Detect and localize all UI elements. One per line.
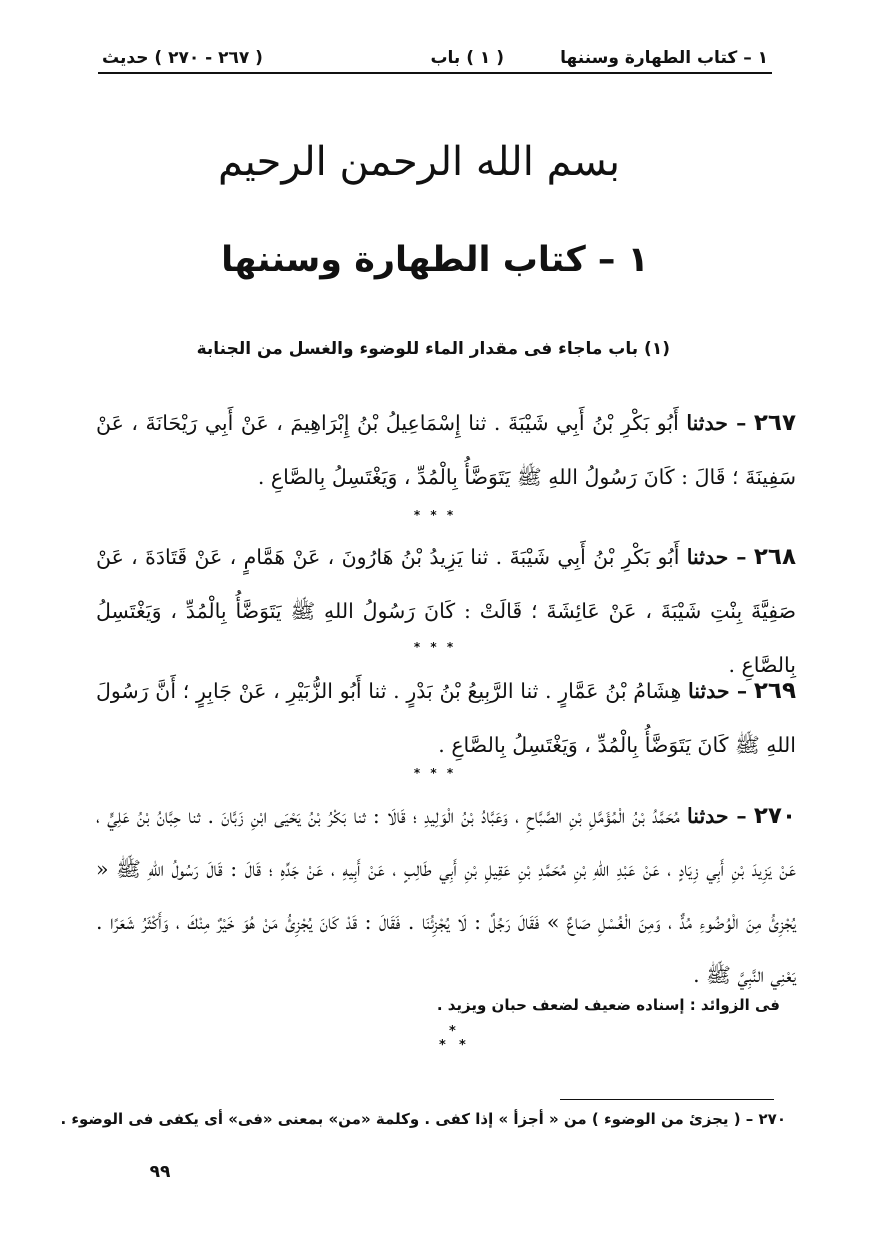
end-star: * [449,1024,456,1039]
end-star: * [439,1038,446,1053]
header-book-title: ١ – كتاب الطهارة وسننها [560,48,768,68]
footnote-rule [560,1099,774,1100]
separator-stars: * * * [413,508,457,522]
basmala-calligraphy: بسم الله الرحمن الرحيم [217,139,620,185]
header-rule [98,72,772,74]
hadith-text: أَبُو بَكْرِ بْنُ أَبِي شَيْبَةَ . ثنا إِسْمَاعِيلُ بْنُ إِبْرَاهِيمَ ، عَنْ أَبِي رَيْحَانَةَ ، عَنْ سَفِينَةَ ؛ قَالَ : كَانَ رَسُولُ اللهِ ﷺ يَتَوَضَّأُ بِالْمُدِّ ، وَيَغْتَسِلُ بِالصَّاعِ . [96,411,796,489]
book-title: ١ – كتاب الطهارة وسننها [221,240,649,280]
hadith-text: مُحَمَّدُ بْنُ الْمُؤَمَّلِ بْنِ الصَّبَّاحِ ، وَعَبَّادُ بْنُ الْوَلِيدِ ؛ قَالَا : ثنا بَكْرُ بْنُ يَحْيَى ابْنِ زَبَّانَ . ثنا حِبَّانُ بْنُ عَلِيٍّ ، عَنْ يَزِيدَ بْنِ أَبِي زِيَادٍ ، عَنْ عَبْدِ اللهِ بْنِ مُحَمَّدِ بْنِ عَقِيلِ بْنِ أَبِي طَالِبٍ ، عَنْ أَبِيهِ ، عَنْ جَدِّهِ ؛ قَالَ : قَالَ رَسُولُ اللهِ ﷺ « يُجْزِئُ مِنَ الْوُضُوءِ مُدٌّ ، وَمِنَ الْغُسْلِ صَاعٌ » فَقَالَ رَجُلٌ : لَا يُجْزِئُنَا . فَقَالَ : قَدْ كَانَ يُجْزِئُ مَنْ هُوَ خَيْرٌ مِنْكَ ، وَأَكْثَرُ شَعَرًا . يَعْنِي النَّبِيَّ ﷺ . [96,804,796,987]
separator-stars: * * * [413,766,457,780]
hadith-opening: – حدثنا [688,679,748,703]
hadith-269 [96,664,796,774]
hadith-text: أَبُو بَكْرِ بْنُ أَبِي شَيْبَةَ . ثنا يَزِيدُ بْنُ هَارُونَ ، عَنْ هَمَّامٍ ، عَنْ قَتَادَةَ ، عَنْ صَفِيَّةَ بِنْتِ شَيْبَةَ ، عَنْ عَائِشَةَ ؛ قَالَتْ : كَانَ رَسُولُ اللهِ ﷺ يَتَوَضَّأُ بِالْمُدِّ ، وَيَغْتَسِلُ بِالصَّاعِ . [96,545,796,677]
hadith-opening: – حدثنا [686,411,747,435]
header-chapter-label: ( ١ ) باب [430,48,504,68]
hadith-number: ٢٦٨ [753,544,796,570]
hadith-opening: – حدثنا [687,804,747,828]
page-number: ٩٩ [149,1162,171,1182]
zawaid-note: فى الزوائد : إسناده ضعيف لضعف حبان ويزيد . [436,996,780,1014]
hadith-text: هِشَامُ بْنُ عَمَّارٍ . ثنا الرَّبِيعُ بْنُ بَدْرٍ . ثنا أَبُو الزُّبَيْرِ ، عَنْ جَابِرٍ ؛ أَنَّ رَسُولَ اللهِ ﷺ كَانَ يَتَوَضَّأُ بِالْمُدِّ ، وَيَغْتَسِلُ بِالصَّاعِ . [96,679,796,757]
hadith-268 [96,530,796,677]
hadith-opening: – حدثنا [686,545,747,569]
end-star: * [459,1038,466,1053]
separator-stars: * * * [413,640,457,654]
running-header [100,42,768,72]
header-hadith-range: ( ٢٦٧ - ٢٧٠ ) حديث [102,48,263,68]
hadith-267 [96,396,796,506]
hadith-270 [96,790,796,1000]
end-ornament [435,1024,471,1060]
hadith-number: ٢٦٧ [753,410,796,436]
hadith-number: ٢٦٩ [753,678,796,704]
chapter-title: (١) باب ماجاء فى مقدار الماء للوضوء والغسل من الجنابة [196,339,670,359]
hadith-number: ٢٧٠ [753,803,796,829]
footnote: ٢٧٠ – ( يجزئ من الوضوء ) من « أجزأ » إذا كفى . وكلمة «من» بمعنى «فى» أى يكفى فى الوضوء . [60,1110,786,1128]
